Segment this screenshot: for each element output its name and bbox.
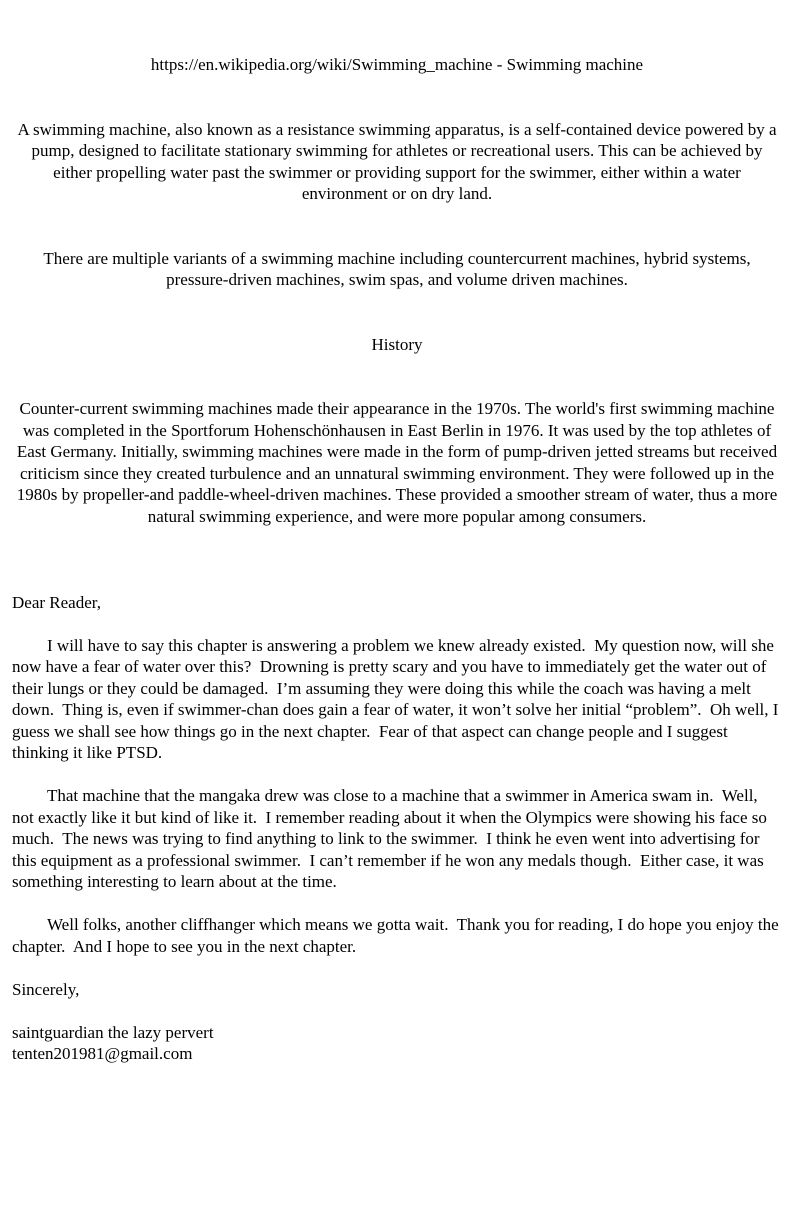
- letter-salutation: Dear Reader,: [12, 592, 101, 612]
- letter-paragraph-2: That machine that the mangaka drew was close to a machine that a swimmer in America swam in. Well, not exactly like it but kind of like it. I remember reading about it when the Olympics were showing his face so much. The news was trying to find anything to link to the swimmer. I think he even went into advertising for this equipment as a professional swimmer. I can’t remember if he won any medals though. Either case, it was something interesting to learn about at the time.: [12, 786, 772, 891]
- letter-paragraph-1: I will have to say this chapter is answering a problem we knew already existed. My question now, will she now have a fear of water over this? Drowning is pretty scary and you have to immediately get the water out of their lungs or they could be damaged. I’m assuming they were doing this while the coach was having a melt down. Thing is, even if swimmer-chan does gain a fear of water, it won’t solve her initial “problem”. Oh well, I guess we shall see how things go in the next chapter. Fear of that aspect can change people and I suggest thinking it like PTSD.: [12, 635, 783, 762]
- signature-name: saintguardian the lazy pervert: [12, 1022, 214, 1042]
- letter-closing: Sincerely,: [12, 979, 80, 999]
- signature-email: tenten201981@gmail.com: [12, 1044, 193, 1063]
- letter-paragraph-3: Well folks, another cliffhanger which means we gotta wait. Thank you for reading, I do hope you enjoy the chapter. And I hope to see you in the next chapter.: [12, 915, 783, 956]
- wikipedia-excerpt: [12, 11, 782, 570]
- history-heading: History: [371, 334, 423, 354]
- signature-block: [12, 1022, 782, 1065]
- article-summary: A swimming machine, also known as a resistance swimming apparatus, is a self-contained device powered by a pump, designed to facilitate stationary swimming for athletes or recreational users. This can be achieved by either propelling water past the swimmer or providing support for the swimmer, either within a water environment or on dry land.: [17, 119, 781, 203]
- article-source-line: https://en.wikipedia.org/wiki/Swimming_machine - Swimming machine: [150, 55, 644, 74]
- history-paragraph: Counter-current swimming machines made their appearance in the 1970s. The world's first swimming machine was completed in the Sportforum Hohenschönhausen in East Berlin in 1976. It was used by the top athletes of East Germany. Initially, swimming machines were made in the form of pump-driven jetted streams but received criticism since they created turbulence and an unnatural swimming environment. They were followed up in the 1980s by propeller-and paddle-wheel-driven machines. These provided a smoother stream of water, thus a more natural swimming experience, and were more popular among consumers.: [16, 399, 782, 526]
- article-variants: There are multiple variants of a swimming machine including countercurrent machines, hybrid systems, pressure-driven machines, swim spas, and volume driven machines.: [43, 248, 755, 289]
- author-letter: [12, 592, 782, 1065]
